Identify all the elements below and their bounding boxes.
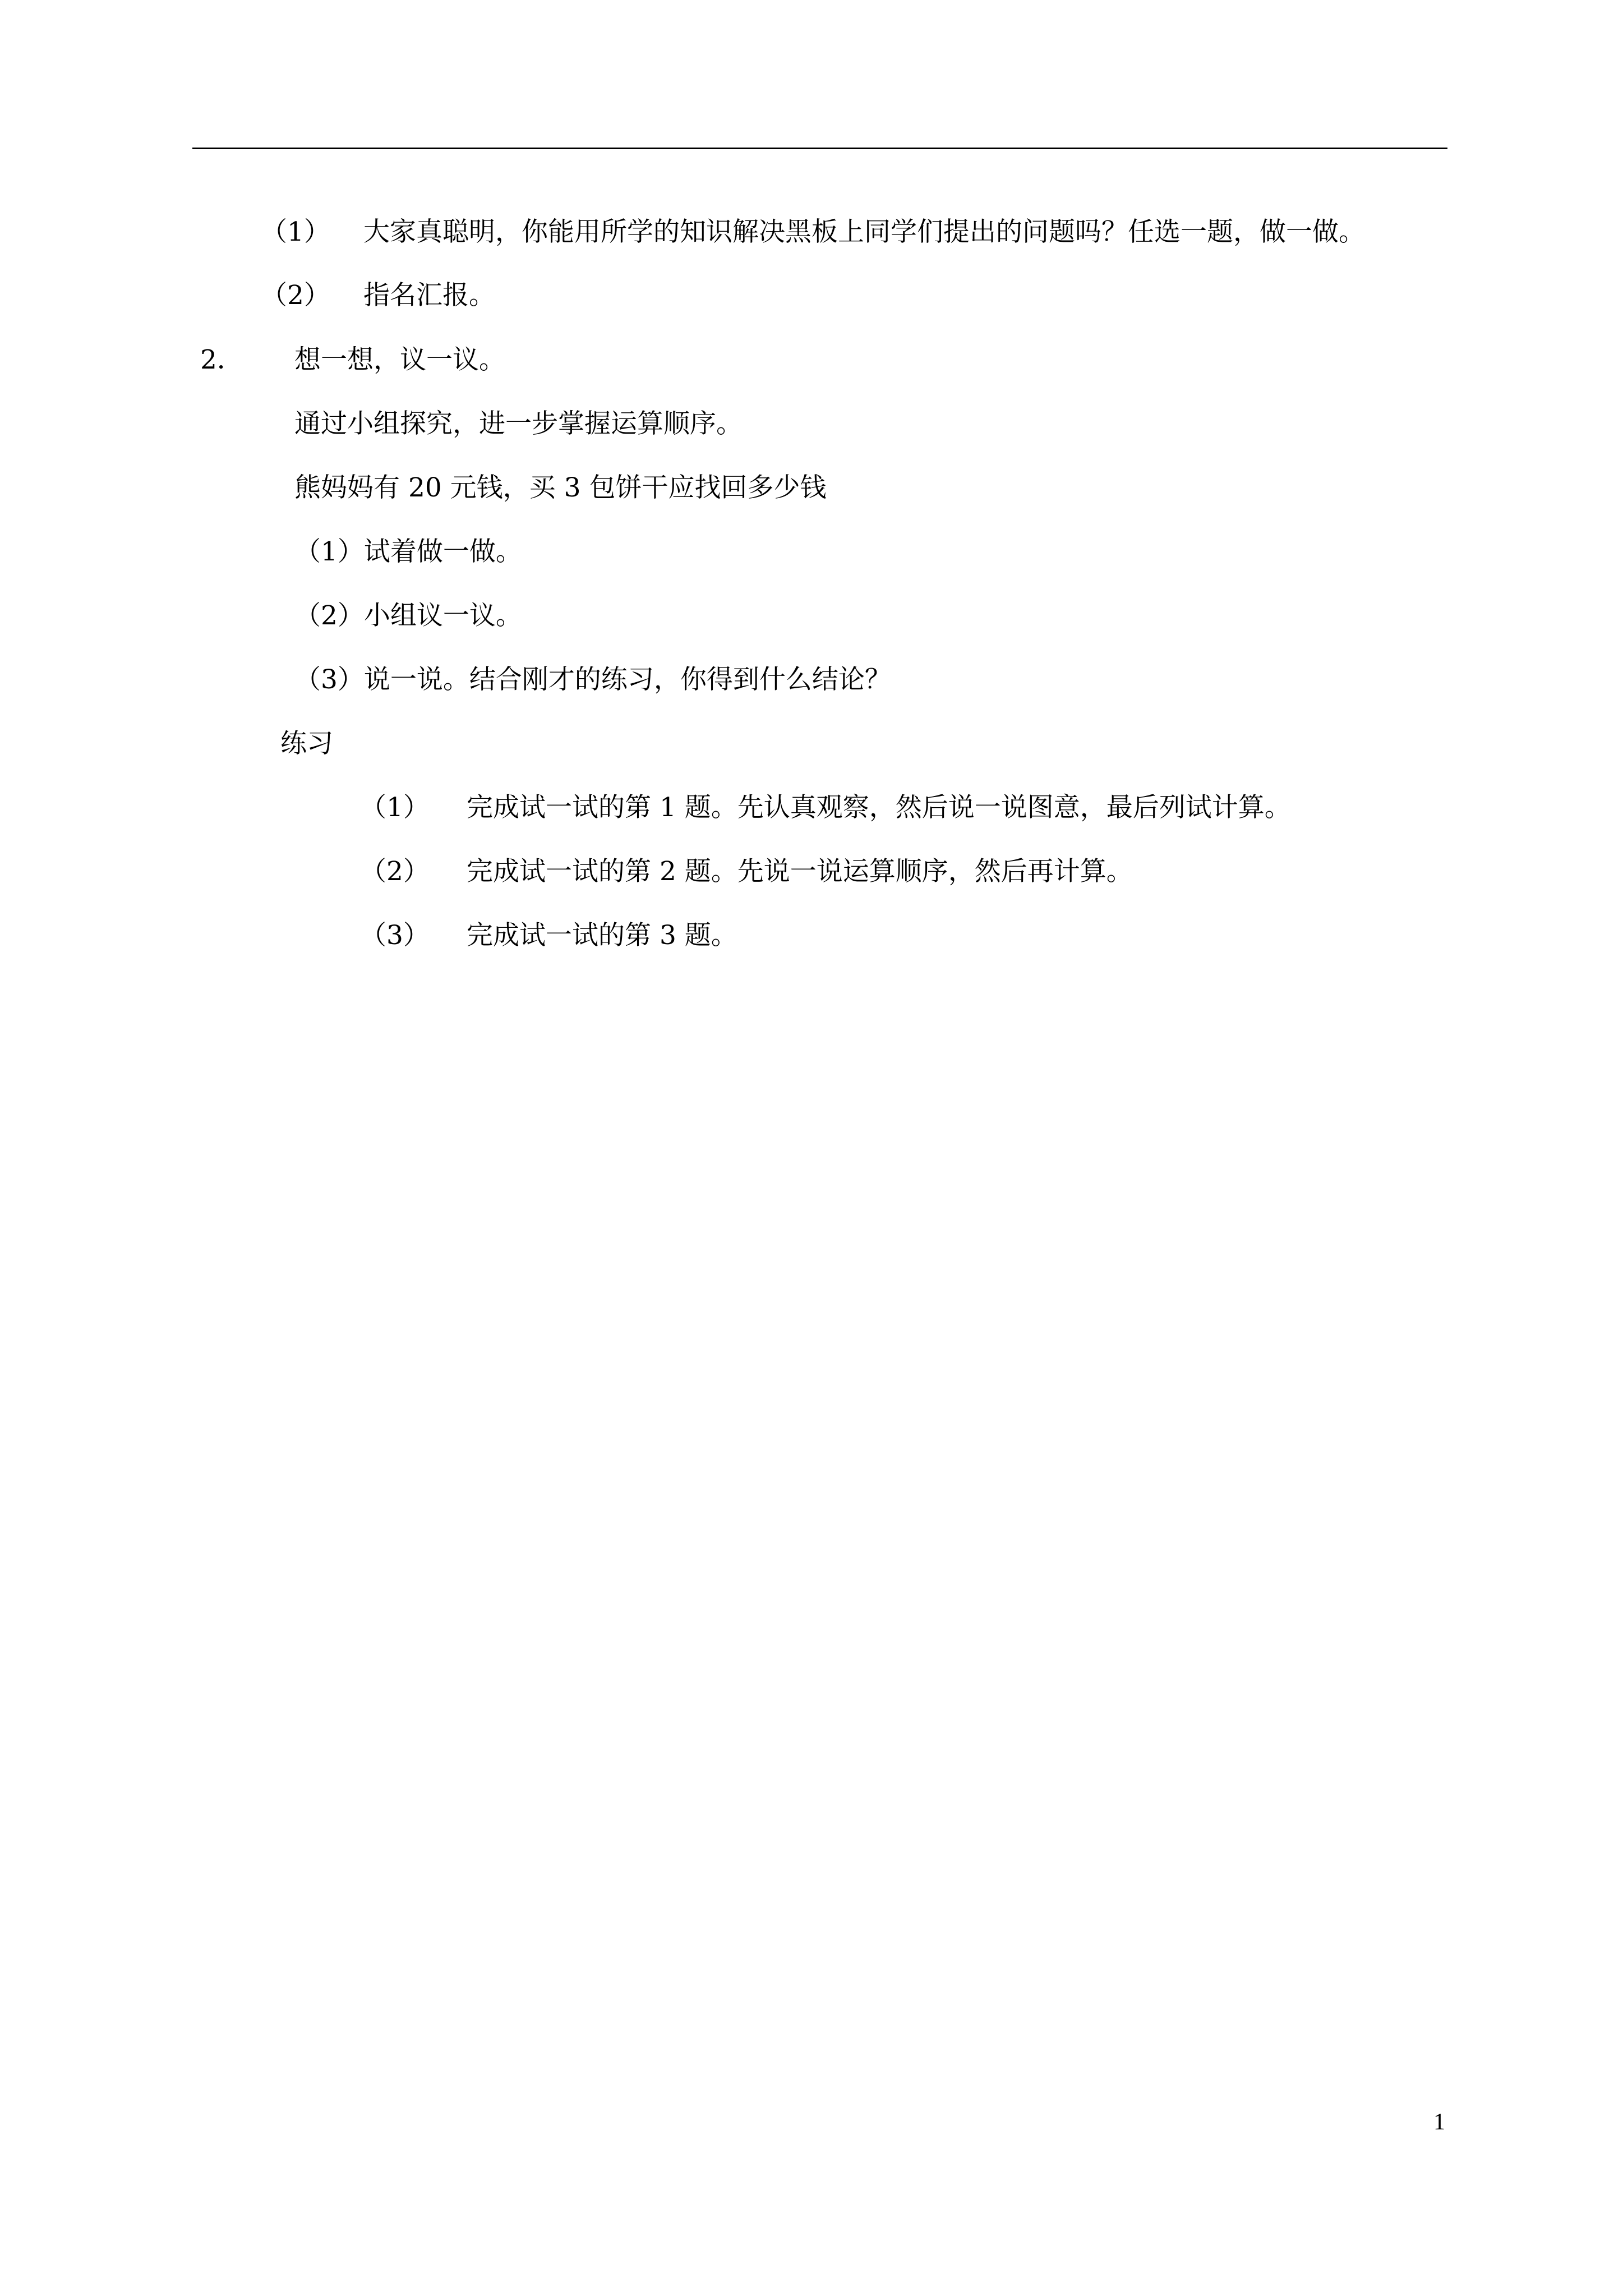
item-marker: （2） [261, 280, 330, 311]
list-item: （3）说一说。结合刚才的练习，你得到什么结论？ [294, 664, 891, 695]
list-item: （1）试着做一做。 [294, 536, 522, 567]
section-heading: 想一想，议一议。 [294, 344, 505, 375]
exercise-text: 完成试一试的第 3 题。 [467, 920, 737, 951]
paragraph: 熊妈妈有 20 元钱，买 3 包饼干应找回多少钱 [294, 472, 827, 503]
header-rule [192, 148, 1447, 149]
exercise-marker: （3） [360, 920, 430, 951]
item-text: 大家真聪明，你能用所学的知识解决黑板上同学们提出的问题吗？任选一题，做一做。 [363, 217, 1365, 247]
item-marker: （1） [261, 217, 330, 247]
exercise-marker: （1） [360, 792, 430, 823]
section-number: 2． [200, 344, 243, 375]
exercise-heading: 练习 [280, 728, 333, 759]
page-number: 1 [1433, 2109, 1445, 2135]
paragraph: 通过小组探究，进一步掌握运算顺序。 [294, 408, 743, 439]
list-item: （2）小组议一议。 [294, 600, 522, 631]
exercise-text: 完成试一试的第 2 题。先说一说运算顺序，然后再计算。 [467, 856, 1133, 887]
item-text: 指名汇报。 [363, 280, 495, 311]
exercise-marker: （2） [360, 856, 430, 887]
exercise-text: 完成试一试的第 1 题。先认真观察，然后说一说图意，最后列试计算。 [467, 792, 1291, 823]
